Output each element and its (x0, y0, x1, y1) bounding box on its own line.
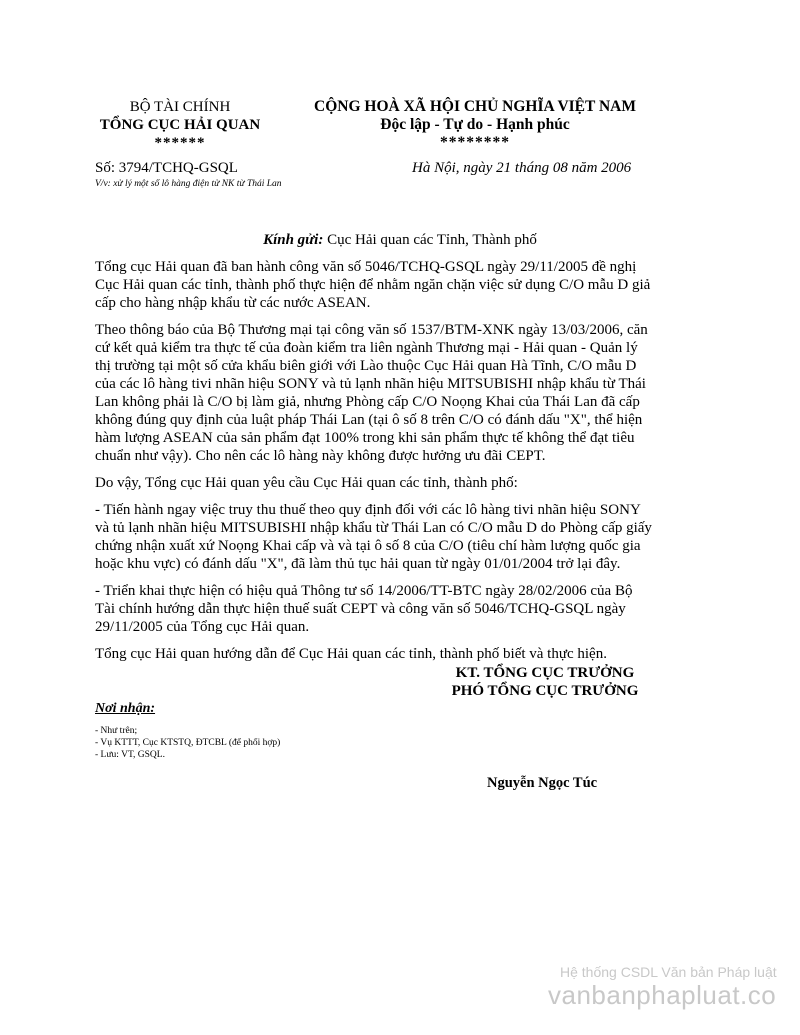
right-header-stars: ******** (440, 134, 510, 151)
watermark-site: vanbanphapluat.co (548, 980, 777, 1010)
recipient-label: Kính gửi: (263, 232, 324, 248)
recipient-item: - Lưu: VT, GSQL. (95, 750, 165, 760)
signer-name: Nguyễn Ngọc Túc (487, 775, 598, 791)
recipient-value: Cục Hải quan các Tỉnh, Thành phố (323, 232, 537, 248)
watermark-caption: Hệ thống CSDL Văn bản Pháp luật (560, 964, 777, 980)
body-paragraph: Do vậy, Tổng cục Hải quan yêu cầu Cục Hải quan các tỉnh, thành phố: (95, 475, 518, 491)
signature-title-1: KT. TỔNG CỤC TRƯỞNG (455, 665, 635, 681)
body-paragraph: Theo thông báo của Bộ Thương mại tại công văn số 1537/BTM-XNK ngày 13/03/2006, căn cứ kết quả kiểm tra thực tế của đoàn kiểm tra liên ngành Thương mại - Hải quan - Quản lý thị trường tại một số cửa khẩu biên giới với Lào thuộc Cục Hải quan Hà Tĩnh, C/O mẫu D của các lô hàng tivi nhãn hiệu SONY và tủ lạnh nhãn hiệu MITSUBISHI nhập khẩu từ Thái Lan không phải là C/O bị làm giả, nhưng Phòng cấp C/O Noọng Khai của Thái Lan đã cấp không đúng quy định của luật pháp Thái Lan (tại ô số 8 trên C/O có đánh dấu "X", thể hiện hàm lượng ASEAN của sản phẩm đạt 100% trong khi sản phẩm thực tế không thể đạt tiêu chuẩn như vậy). Cho nên các lô hàng này không được hưởng ưu đãi CEPT. (95, 322, 648, 464)
document-subject: V/v: xử lý một số lô hàng điện tử NK từ Thái Lan (95, 179, 282, 189)
body-paragraph: - Triển khai thực hiện có hiệu quả Thông tư số 14/2006/TT-BTC ngày 28/02/2006 của Bộ Tài chính hướng dẫn thực hiện thuế suất CEPT và công văn số 5046/TCHQ-GSQL ngày 29/11/2005 của Tổng cục Hải quan. (95, 583, 633, 635)
recipient-item: - Vụ KTTT, Cục KTSTQ, ĐTCBL (để phối hợp) (95, 738, 281, 748)
national-header-block (300, 98, 650, 152)
left-header-stars: ****** (154, 135, 206, 151)
issuing-agency-block (80, 98, 280, 152)
document-number: Số: 3794/TCHQ-GSQL (95, 160, 238, 176)
document-body (95, 258, 655, 672)
recipients-label: Nơi nhận: (95, 701, 156, 716)
body-paragraph: - Tiến hành ngay việc truy thu thuế theo quy định đối với các lô hàng tivi nhãn hiệu SONY và tủ lạnh nhãn hiệu MITSUBISHI nhập khẩu từ Thái Lan có C/O mẫu D do Phòng cấp giấy chứng nhận xuất xứ Noọng Khai cấp và và tại ô số 8 của C/O (tiêu chí hàm lượng quốc gia hoặc khu vực) có đánh dấu "X", đã làm thủ tục hải quan từ ngày 01/01/2004 trở lại đây. (95, 502, 652, 572)
recipient-item: - Như trên; (95, 726, 138, 736)
national-motto: Độc lập - Tự do - Hạnh phúc (380, 116, 570, 133)
body-paragraph: Tổng cục Hải quan hướng dẫn để Cục Hải quan các tỉnh, thành phố biết và thực hiện. (95, 646, 607, 662)
department-name: TỔNG CỤC HẢI QUAN (99, 117, 261, 133)
ministry-name: BỘ TÀI CHÍNH (129, 99, 231, 115)
recipients-list (95, 725, 280, 761)
document-date: Hà Nội, ngày 21 tháng 08 năm 2006 (412, 160, 632, 176)
country-name: CỘNG HOÀ XÃ HỘI CHỦ NGHĨA VIỆT NAM (314, 98, 636, 115)
signature-title-2: PHÓ TỔNG CỤC TRƯỞNG (451, 683, 639, 699)
recipient-line (95, 232, 705, 249)
body-paragraph: Tổng cục Hải quan đã ban hành công văn số 5046/TCHQ-GSQL ngày 29/11/2005 đề nghị Cục Hải quan các tỉnh, thành phố thực hiện để nhằm ngăn chặn việc sử dụng C/O mẫu D giả cấp cho hàng nhập khẩu từ các nước ASEAN. (95, 259, 651, 311)
signature-block (440, 664, 650, 700)
